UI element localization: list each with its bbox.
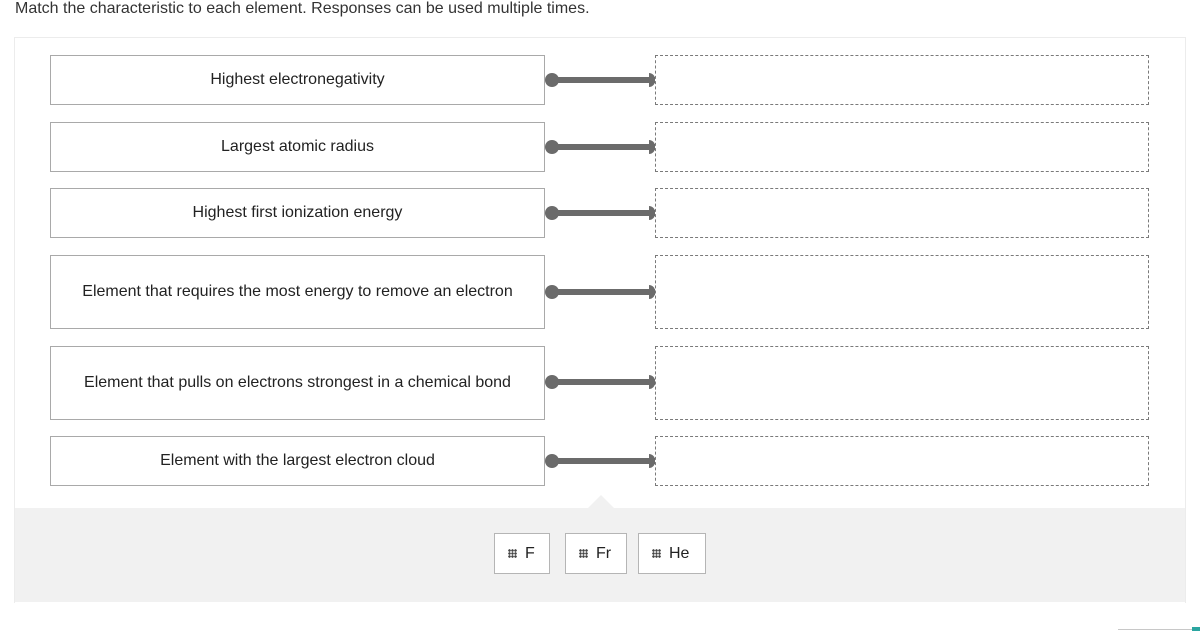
choice-label: Fr [596,544,612,562]
choice-f[interactable] [494,533,550,574]
drag-handle-icon [652,549,661,558]
drag-handle-icon [579,549,588,558]
stem-label: Highest first ionization energy [192,204,403,221]
connector [545,375,655,389]
choice-label: He [669,544,690,562]
drop-zone[interactable] [655,122,1149,172]
stem-box [50,188,545,238]
drop-zone[interactable] [655,55,1149,105]
drag-handle-icon [508,549,517,558]
stem-box [50,346,545,420]
drop-zone[interactable] [655,436,1149,486]
connector-bar [552,144,655,150]
choice-he[interactable] [638,533,706,574]
stem-label: Element with the largest electron cloud [160,452,435,469]
stem-box [50,122,545,172]
stem-label: Largest atomic radius [221,138,374,155]
stem-box [50,436,545,486]
instructions: Match the characteristic to each element. Responses can be used multiple times. [15,0,590,17]
tray-notch [588,495,614,508]
stem-label: Highest electronegativity [210,71,385,88]
connector [545,140,655,154]
connector [545,206,655,220]
footer-accent [1192,627,1200,631]
choice-fr[interactable] [565,533,627,574]
connector-bar [552,379,655,385]
drop-zone[interactable] [655,188,1149,238]
connector [545,285,655,299]
stem-label: Element that pulls on electrons strongest in a chemical bond [84,374,511,391]
footer-divider [1118,629,1200,630]
connector-bar [552,210,655,216]
stem-box [50,255,545,329]
choice-label: F [525,544,535,562]
drop-zone[interactable] [655,346,1149,420]
connector [545,73,655,87]
stem-label: Element that requires the most energy to remove an electron [82,283,513,300]
stem-box [50,55,545,105]
connector-bar [552,77,655,83]
drop-zone[interactable] [655,255,1149,329]
connector-bar [552,458,655,464]
connector-bar [552,289,655,295]
connector [545,454,655,468]
